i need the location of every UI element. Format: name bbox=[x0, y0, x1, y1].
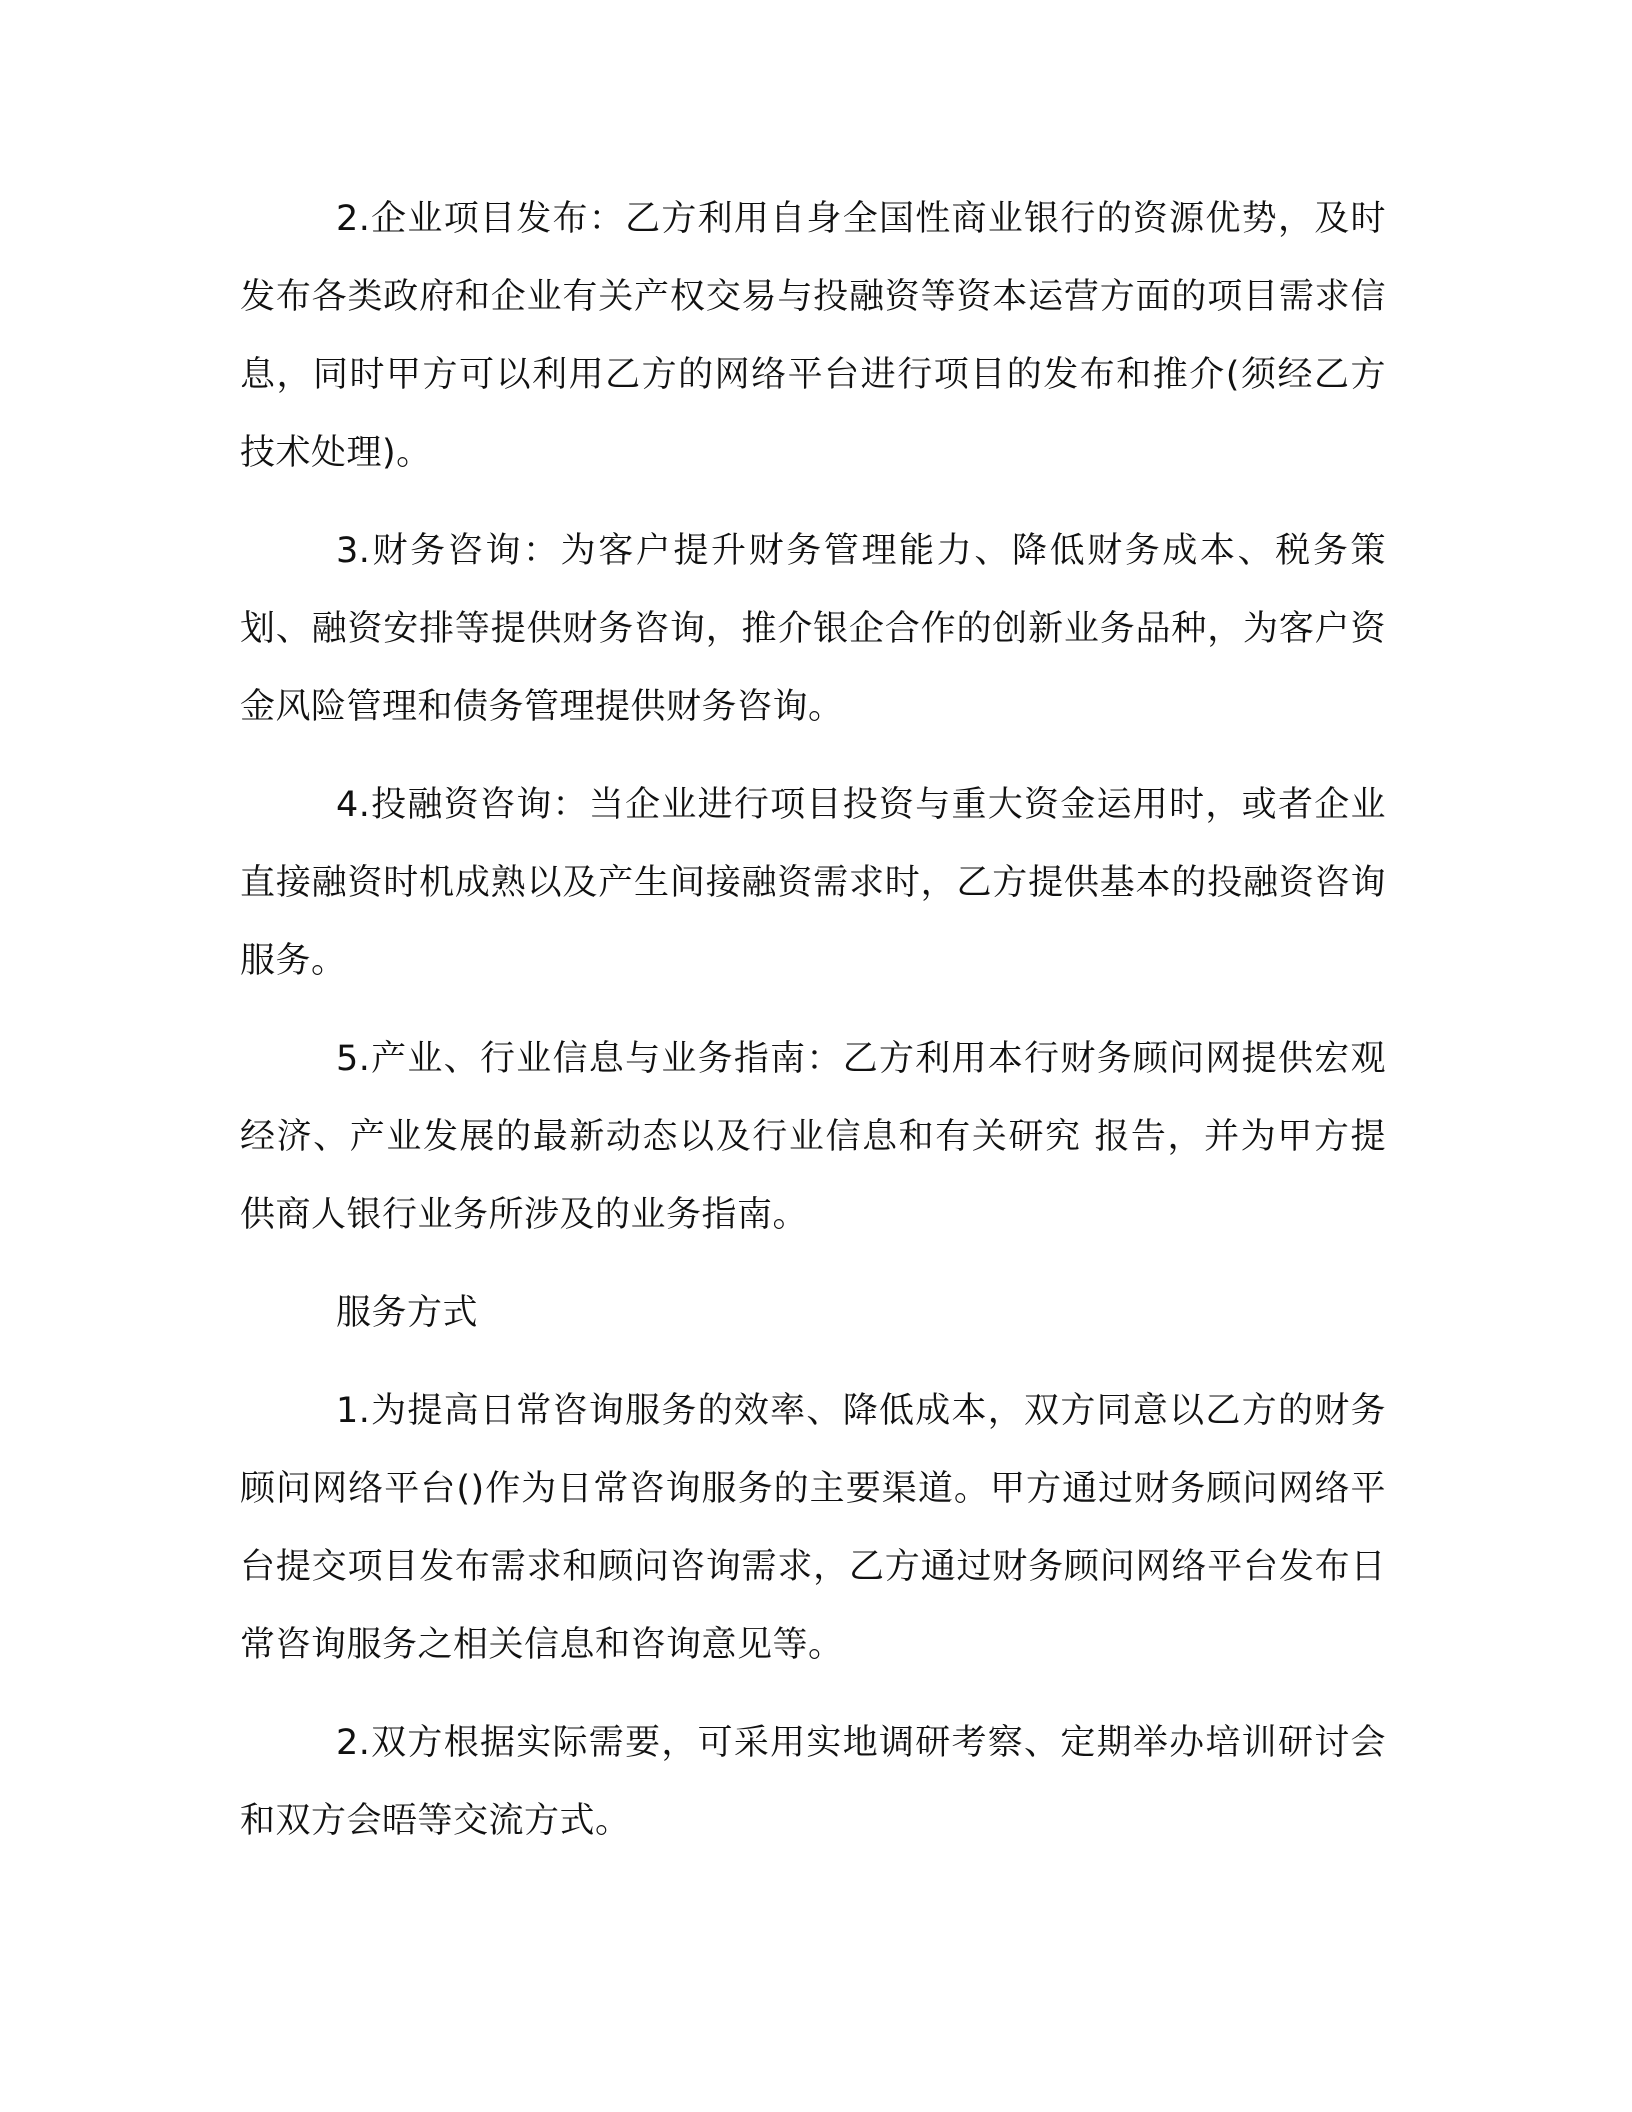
paragraph-item-2: 2.企业项目发布：乙方利用自身全国性商业银行的资源优势，及时发布各类政府和企业有关产权交易与投融资等资本运营方面的项目需求信息，同时甲方可以利用乙方的网络平台进行项目的发布和推介(须经乙方技术处理)。 bbox=[240, 199, 1386, 473]
paragraph-item-3: 3.财务咨询：为客户提升财务管理能力、降低财务成本、税务策划、融资安排等提供财务咨询，推介银企合作的创新业务品种，为客户资金风险管理和债务管理提供财务咨询。 bbox=[240, 531, 1386, 727]
paragraph-item-5: 5.产业、行业信息与业务指南：乙方利用本行财务顾问网提供宏观经济、产业发展的最新动态以及行业信息和有关研究 报告，并为甲方提供商人银行业务所涉及的业务指南。 bbox=[240, 1039, 1386, 1235]
paragraph-item-4: 4.投融资咨询：当企业进行项目投资与重大资金运用时，或者企业直接融资时机成熟以及产生间接融资需求时，乙方提供基本的投融资咨询服务。 bbox=[240, 785, 1386, 981]
paragraph-service-2: 2.双方根据实际需要，可采用实地调研考察、定期举办培训研讨会和双方会晤等交流方式。 bbox=[240, 1723, 1386, 1841]
document-page bbox=[240, 180, 1386, 1880]
section-heading: 服务方式 bbox=[336, 1293, 479, 1333]
paragraph-service-1: 1.为提高日常咨询服务的效率、降低成本，双方同意以乙方的财务顾问网络平台()作为日常咨询服务的主要渠道。甲方通过财务顾问网络平台提交项目发布需求和顾问咨询需求，乙方通过财务顾问网络平台发布日常咨询服务之相关信息和咨询意见等。 bbox=[240, 1391, 1386, 1665]
